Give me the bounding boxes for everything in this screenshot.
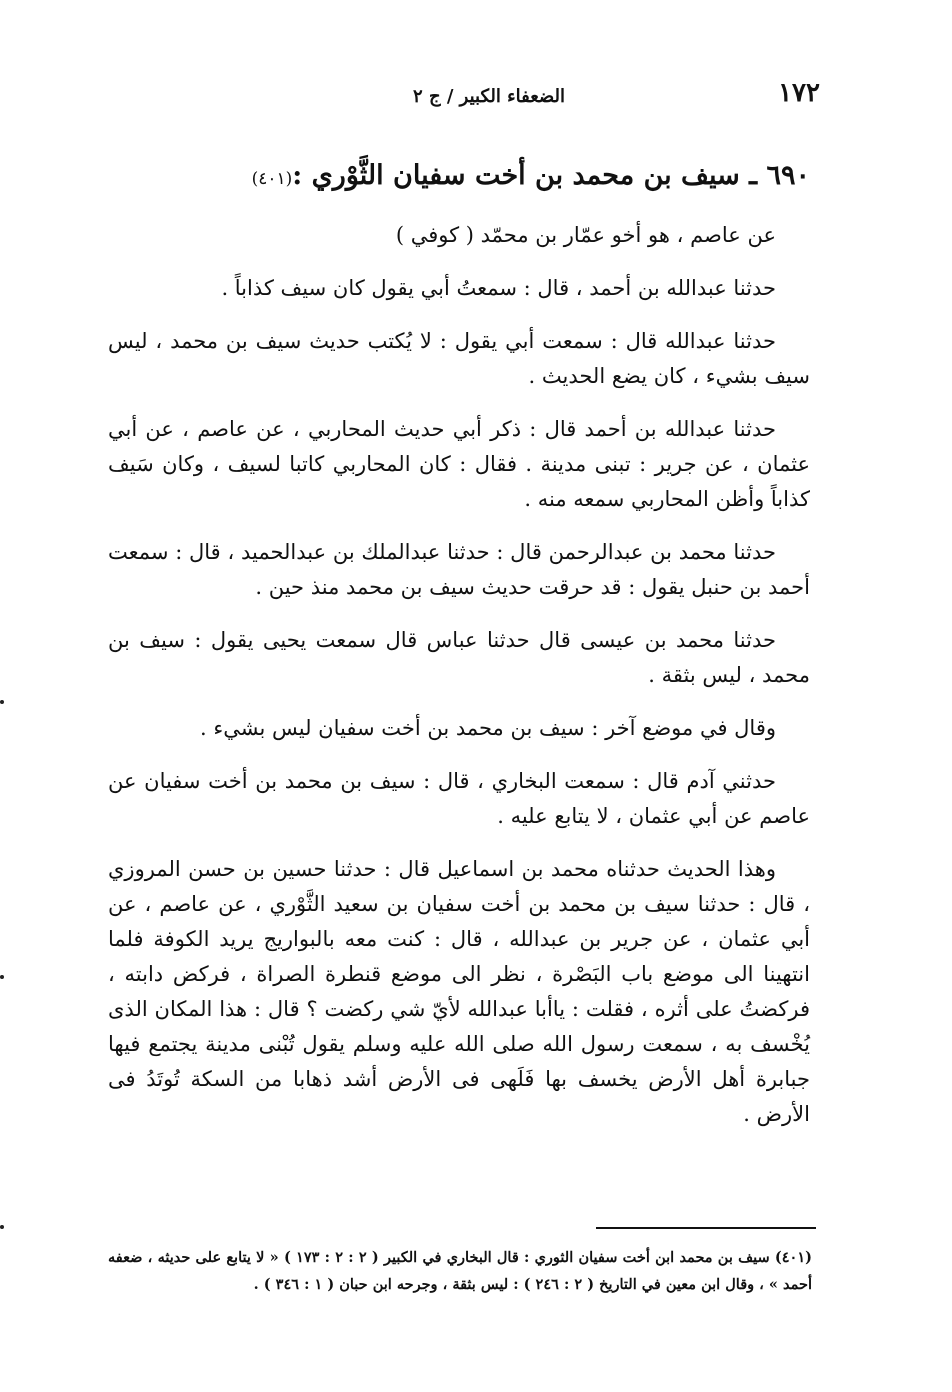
footnote-divider [596, 1227, 816, 1229]
running-title: الضعفاء الكبير / ج ٢ [413, 86, 565, 107]
paragraph: حدثنا محمد بن عيسى قال حدثنا عباس قال سمعت يحيى يقول : سيف بن محمد ، ليس بثقة . [108, 628, 810, 688]
paragraph: وهذا الحديث حدثناه محمد بن اسماعيل قال : حدثنا حسين بن حسن المروزي ، قال : حدثنا سيف بن محمد بن أخت سفيان بن سعيد الثَّوْري ، عن عاصم ، عن أبي عثمان ، عن جرير بن عبدالله ، قال : كنت معه بالبواريج يريد الكوفة فلما انتهينا الى موضع باب البَصْرة ، نظر الى موضع قنطرة الصراة ، فركض دابته ، فركضتُ على أثره ، فقلت : ياأبا عبدالله لأيّ شي ركضت ؟ قال : هذا المكان الذى يُخْسف به ، سمعت رسول الله صلى الله عليه وسلم يقول تُبْنى مدينة يجتمع فيها جبابرة أهل الأرض يخسف بها فَلَهى فى الأرض أشد ذهابا من السكة تُوتَدُ فى الأرض . [108, 857, 810, 1127]
paragraph: عن عاصم ، هو أخو عمّار بن محمّد ( كوفي ) [395, 223, 776, 248]
page-number: ١٧٢ [778, 78, 820, 108]
paragraph: حدثنا عبدالله بن أحمد ، قال : سمعتُ أبي يقول كان سيف كذاباً . [221, 276, 776, 301]
scan-edge-mark [0, 700, 4, 704]
paragraph: وقال في موضع آخر : سيف بن محمد بن أخت سفيان ليس بشيء . [200, 716, 776, 741]
entry-title [108, 160, 810, 192]
scan-edge-mark [0, 1225, 4, 1229]
paragraph: حدثنا محمد بن عبدالرحمن قال : حدثنا عبدالملك بن عبدالحميد ، قال : سمعت أحمد بن حنبل يقول : قد حرقت حديث سيف بن محمد منذ حين . [108, 540, 810, 600]
paragraph: حدثنا عبدالله قال : سمعت أبي يقول : لا يُكتب حديث سيف بن محمد ، ليس سيف بشيء ، كان يضع الحديث . [108, 329, 810, 389]
paragraph: حدثني آدم قال : سمعت البخاري ، قال : سيف بن محمد بن أخت سفيان عن عاصم عن أبي عثمان ، لا يتابع عليه . [108, 769, 810, 829]
entry-title-text: ٦٩٠ ـ سيف بن محمد بن أخت سفيان الثَّوْري : [292, 160, 810, 191]
scan-edge-mark [0, 975, 4, 979]
paragraph: حدثنا عبدالله بن أحمد قال : ذكر أبي حديث المحاربي ، عن عاصم ، عن أبي عثمان ، عن جرير : تبنى مدينة . فقال : كان المحاربي كاتبا لسيف ، وكان سَيف كذاباً وأظن المحاربي سمعه منه . [108, 417, 810, 512]
footnote: (٤٠١) سيف بن محمد ابن أخت سفيان الثوري : قال البخاري في الكبير ( ٢ : ٢ : ١٧٣ ) « لا يتابع على حديثه ، ضعفه أحمد » ، وقال ابن معين في التاريخ ( ٢ : ٢٤٦ ) : ليس بثقة ، وجرحه ابن حبان ( ١ : ٣٤٦ ) . [108, 1249, 812, 1293]
page-header [100, 78, 820, 118]
footnote-reference: (٤٠١) [251, 169, 293, 189]
main-text [108, 160, 810, 1150]
